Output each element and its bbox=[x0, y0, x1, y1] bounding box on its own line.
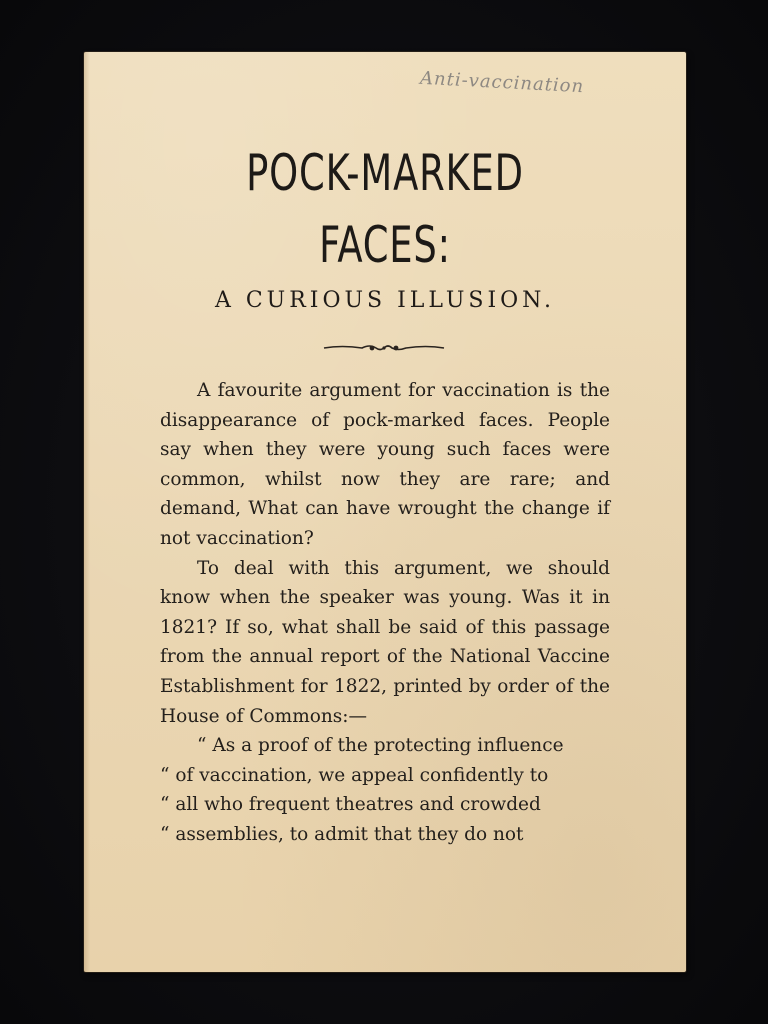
handwritten-annotation: Anti-vaccination bbox=[419, 67, 585, 98]
title-line-1: POCK-MARKED bbox=[246, 144, 524, 202]
paragraph-2: To deal with this argument, we should know when the speaker was young. Was it in 1821? If so, what shall be said of this passage from the annual report of the National Vaccine Establishment for 1822, printed by order of the House of Commons:— bbox=[160, 557, 610, 727]
pamphlet-page bbox=[84, 52, 686, 972]
quote-line: “ all who frequent theatres and crowded bbox=[160, 794, 541, 816]
quote-line: “ As a proof of the protecting influence bbox=[197, 735, 564, 757]
paragraph-1: A favourite argument for vaccination is the disappearance of pock-marked faces. People say when they were young such faces were common, whilst now they are rare; and demand, What can have wrought the change if not vaccination? bbox=[160, 380, 610, 549]
quote-line: “ of vaccination, we appeal confidently to bbox=[160, 764, 549, 786]
ornament-divider-icon bbox=[322, 342, 446, 354]
quote-line: “ assemblies, to admit that they do not bbox=[160, 823, 524, 845]
title-line-2: FACES: bbox=[319, 216, 451, 274]
body-text bbox=[160, 376, 610, 850]
subtitle: A CURIOUS ILLUSION. bbox=[214, 288, 556, 313]
